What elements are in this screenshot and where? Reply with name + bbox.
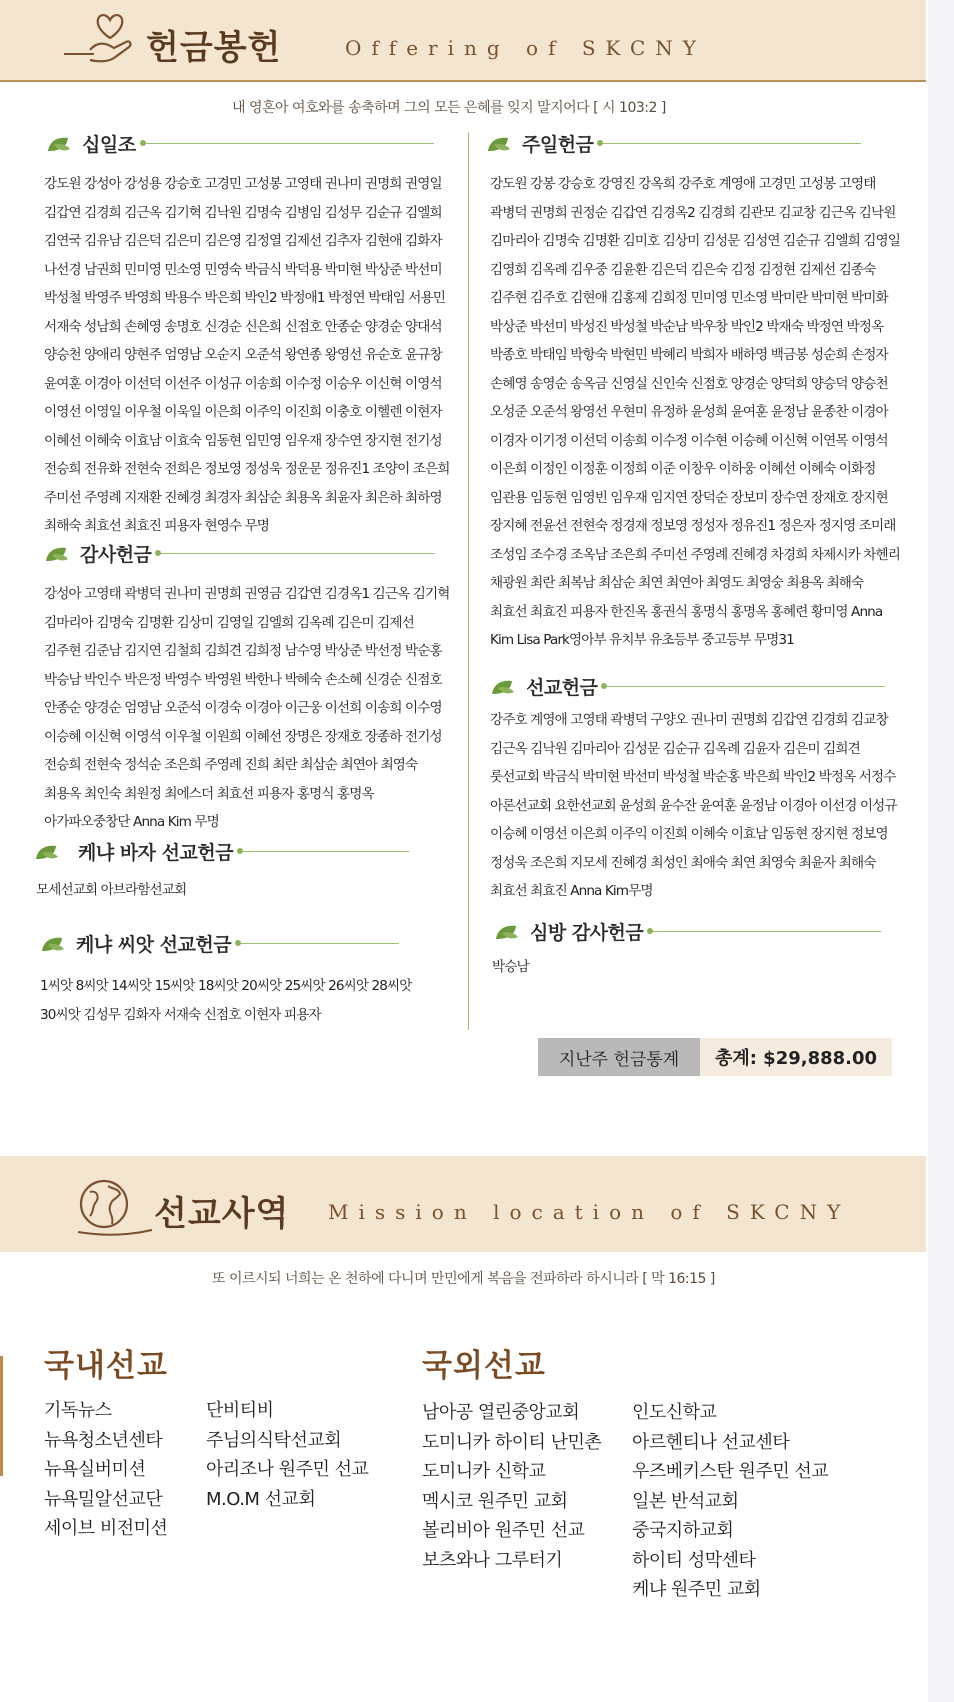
- mission-item: 도미니카 신학교: [422, 1461, 546, 1482]
- kenya-baja-names: 모세선교회 아브라함선교회: [36, 882, 187, 898]
- sunday-names: 강도원 강봉 강승호 강영진 강옥희 강주호 계영애 고경민 고성봉 고영태 곽병덕 권명희 권정순 김갑연 김경옥2 김경희 김관모 김교창 김근옥 김낙원 김마리아 김명숙 김명환 김미호 김상미 김성문 김성연 김순규 김엘희 김영일 김영희 김옥례 김우중 김윤환 김은덕 김은숙 김정 김정현 김제선 김종숙 김주현 김주호 김현애 김홍제 김희정 민미영 민소영 박미란 박미현 박미화 박상준 박선미 박성진 박성철 박순남 박우창 박인2 박재숙 박정연 박정옥 박종호 박태임 박항숙 박현민 박혜리 박희자 배하영 백금봉 성순희 손정자 손혜영 송영순 송옥금 신영실 신인숙 신점호 양경순 양덕희 양승덕 양승천 오성준 오준석 왕영선 우현미 유정하 윤성희 윤여훈 윤정남 윤종찬 이경아 이경자 이기정 이선덕 이송희 이수정 이수현 이승혜 이신혁 이연목 이영석 이은희 이정인 이정훈 이정희 이준 이창우 이하웅 이혜선 이혜숙 이화정 임관용 임동현 임영빈 임우재 임지연 장덕순 장보미 장수연 장재호 장지현 장지혜 전윤선 전현숙 정경재 정보영 정성자 정유진1 정은자 정지영 조미래 조성임 조수경 조옥남 조은희 주미선 주영례 진혜경 차경희 차제시카 차헨리 채광원 최란 최복남 최삼순 최연 최연아 최영도 최영숭 최용옥 최해숙 최효선 최효진 피용자 한진옥 홍권식 홍명식 홍명옥 홍혜련 황미영 Anna Kim Lisa Park영아부 유치부 유초등부 중고등부 무명31: [490, 176, 900, 648]
- mission-item: 뉴욕밀알선교단: [44, 1488, 163, 1510]
- stats-label: 지난주 헌금통계: [538, 1038, 700, 1076]
- stats-total: 총계: $29,888.00: [700, 1038, 892, 1076]
- leaf-icon: [494, 923, 520, 941]
- visit-names: 박승남: [492, 959, 529, 975]
- mission-item: M.O.M 선교회: [206, 1488, 316, 1510]
- accent-bar: [0, 1356, 3, 1476]
- section-rule: [241, 851, 409, 852]
- column-divider: [468, 132, 469, 1030]
- mission-item: 뉴욕실버미션: [44, 1459, 146, 1480]
- mission-offering-header: [490, 673, 885, 700]
- mission-item: 아리조나 원주민 선교: [206, 1459, 369, 1480]
- section-rule: [239, 943, 399, 944]
- sunday-header: [486, 130, 861, 157]
- mission-item: 단비티비: [206, 1400, 274, 1421]
- mission-item: 주님의식탁선교회: [206, 1429, 342, 1451]
- mission-item: 보츠와나 그루터기: [422, 1549, 563, 1571]
- offering-title-ko: 헌금봉헌: [146, 28, 282, 68]
- visit-title: 심방 감사헌금: [530, 922, 644, 944]
- mission-item: 하이티 성막센타: [632, 1549, 756, 1571]
- section-rule: [651, 931, 881, 932]
- mission-offering-names: 강주호 계영애 고영태 곽병덕 구양오 권나미 권명희 김갑연 김경희 김교창 김근옥 김낙원 김마리아 김성문 김순규 김옥례 김윤자 김은미 김희견 룻선교회 박금식 박미현 박선미 박성철 박순홍 박은희 박인2 박정옥 서정수 아론선교회 요한선교회 윤성희 윤수잔 윤여훈 윤정남 이경아 이선경 이성규 이승혜 이영선 이은희 이주익 이진희 이혜숙 이효남 임동현 장지현 정보영 정성욱 조은희 지모세 진혜경 최성인 최애숙 최연 최영숙 최윤자 최해숙 최효선 최효진 Anna Kim무명: [490, 712, 897, 899]
- kenya-seed-title: 케냐 씨앗 선교헌금: [76, 934, 232, 956]
- offering-verse: 내 영혼아 여호와를 송축하며 그의 모든 은혜를 잊지 말지어다 [ 시 103:2 ]: [232, 100, 666, 116]
- domestic-list-2: [206, 1396, 368, 1514]
- thanks-header: [44, 540, 435, 567]
- section-rule: [159, 553, 435, 554]
- leaf-icon: [40, 935, 66, 953]
- mission-item: 도미니카 하이티 난민촌: [422, 1431, 602, 1453]
- offering-banner: [0, 0, 926, 82]
- hands-heart-icon: [62, 10, 140, 68]
- overseas-list-1: [422, 1398, 601, 1575]
- domestic-title: 국내선교: [44, 1348, 168, 1384]
- thanks-names: 강성아 고영태 곽병덕 권나미 권명희 권영금 김갑연 김경옥1 김근옥 김기혁 김마리아 김명숙 김명환 김상미 김영일 김엘희 김옥례 김은미 김제선 김주현 김준남 김지연 김철희 김희견 김희정 남수영 박상준 박선정 박순홍 박승남 박인수 박은정 박영수 박영원 박한나 박혜숙 손소혜 신경순 신점호 안종순 양경순 엄영남 오준석 이경숙 이경아 이근웅 이선희 이송희 이수영 이승혜 이신혁 이영석 이우철 이원희 이혜선 장명은 장재호 장종하 전기성 전승희 전현숙 정석순 조은희 주영례 진희 최란 최삼순 최연아 최영숙 최용옥 최인숙 최원정 최에스더 최효선 피용자 홍명식 홍명옥 아가파오중창단 Anna Kim 무명: [44, 586, 450, 830]
- mission-title-en: Mission location of SKCNY: [328, 1200, 851, 1224]
- domestic-list-1: [44, 1396, 167, 1544]
- mission-item: 우즈베키스탄 원주민 선교: [632, 1461, 829, 1482]
- kenya-baja-title: 케냐 바자 선교헌금: [78, 842, 234, 864]
- mission-item: 뉴욕청소년센타: [44, 1429, 163, 1451]
- tithe-names: 강도원 강성아 강성용 강승호 고경민 고성봉 고영태 권나미 권명희 권영일 김갑연 김경희 김근옥 김기혁 김낙원 김명숙 김병임 김성무 김순규 김엘희 김연국 김유남 김은덕 김은미 김은영 김정열 김제선 김추자 김현애 김화자 나선경 남권희 민미영 민소영 민영숙 박금식 박덕용 박미현 박상준 박선미 박성철 박영주 박영희 박용수 박은희 박인2 박정애1 박정연 박태임 서용민 서재숙 성남희 손혜영 송명호 신경순 신은희 신점호 안종순 양경순 양대석 양승천 양애리 양현주 엄영남 오순지 오준석 왕연종 왕영선 유순호 윤규창 윤여훈 이경아 이선덕 이선주 이성규 이송희 이수정 이승우 이신혁 이영석 이영선 이영일 이우철 이욱일 이은희 이주익 이진희 이충호 이헬렌 이현자 이혜선 이혜숙 이효남 이효숙 임동현 임민영 임우재 장수연 장지현 전기성 전승희 전유화 전현숙 전희은 정보영 정성욱 정운문 정유진1 조양이 조은희 주미선 주영례 지재환 진혜경 최경자 최삼순 최용옥 최윤자 최은하 최하영 최해숙 최효선 최효진 피용자 현영수 무명: [44, 176, 450, 534]
- sunday-title: 주일헌금: [522, 134, 594, 156]
- page-edge: [928, 0, 954, 1702]
- mission-offering-title: 선교헌금: [526, 677, 598, 699]
- section-rule: [601, 143, 861, 144]
- offering-title-en: Offering of SKCNY: [345, 36, 706, 60]
- overseas-list-2: [632, 1398, 828, 1605]
- mission-item: 케냐 원주민 교회: [632, 1579, 761, 1600]
- leaf-icon: [46, 135, 72, 153]
- offering-stats: [538, 1038, 892, 1076]
- mission-verse: 또 이르시되 너희는 온 천하에 다니며 만민에게 복음을 전파하라 하시니라 [ 막 16:15 ]: [212, 1271, 715, 1287]
- overseas-title: 국외선교: [422, 1348, 546, 1384]
- mission-item: 일본 반석교회: [632, 1490, 739, 1512]
- leaf-icon: [486, 135, 512, 153]
- kenya-baja-header: [34, 838, 409, 865]
- section-rule: [605, 686, 885, 687]
- leaf-icon: [44, 545, 70, 563]
- globe-icon: [72, 1176, 154, 1240]
- mission-item: 기독뉴스: [44, 1400, 112, 1421]
- section-rule: [144, 143, 434, 144]
- visit-header: [494, 918, 881, 945]
- mission-banner: [0, 1156, 926, 1252]
- mission-item: 세이브 비전미션: [44, 1518, 168, 1539]
- mission-item: 인도신학교: [632, 1402, 717, 1423]
- mission-item: 볼리비아 원주민 선교: [422, 1520, 585, 1541]
- mission-item: 아르헨티나 선교센타: [632, 1431, 790, 1453]
- tithe-header: [46, 130, 434, 157]
- mission-item: 중국지하교회: [632, 1520, 734, 1541]
- mission-title-ko: 선교사역: [154, 1194, 290, 1234]
- thanks-title: 감사헌금: [80, 544, 152, 566]
- leaf-icon: [490, 678, 516, 696]
- kenya-seed-header: [40, 930, 399, 957]
- leaf-icon: [34, 843, 60, 861]
- mission-item: 남아공 열린중앙교회: [422, 1402, 580, 1423]
- kenya-seed-names: 1씨앗 8씨앗 14씨앗 15씨앗 18씨앗 20씨앗 25씨앗 26씨앗 28씨앗 30씨앗 김성무 김화자 서재숙 신점호 이현자 피용자: [40, 978, 412, 1023]
- mission-item: 멕시코 원주민 교회: [422, 1490, 568, 1512]
- tithe-title: 십일조: [82, 134, 136, 156]
